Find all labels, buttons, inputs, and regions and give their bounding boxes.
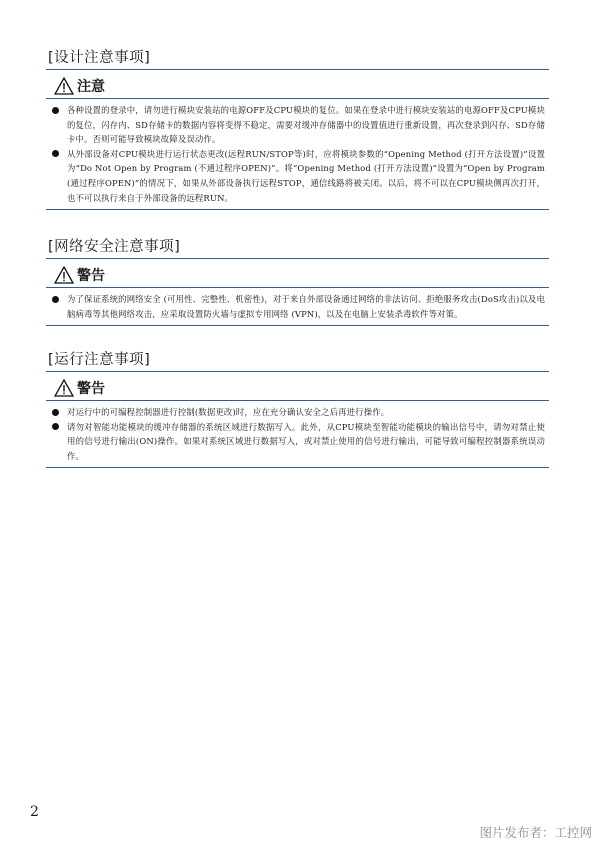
section-title: [运行注意事项] — [46, 349, 549, 372]
watermark: 图片发布者：工控网 — [479, 825, 592, 840]
item-text: 从外部设备对CPU模块进行运行状态更改(远程RUN/STOP等)时，应将模块参数的“Opening Method (打开方法设置)”设置为“Do Not Open by Program (不通过程序OPEN)”。将“Opening Method (打开方法设置)”设置为“Open by Program (通过程序OPEN)”的情况下，如果从外部设备执行远程STOP，通信线路将被关闭。以后，将不可以在CPU模块侧再次打开，也不可以执行来自于外部设备的远程RUN。 — [67, 148, 545, 203]
section-title: [网络安全注意事项] — [46, 236, 549, 259]
bullet-dot — [52, 409, 59, 416]
warning-triangle-icon — [54, 77, 74, 95]
section-network-security — [46, 236, 549, 326]
caution-label: 注意 — [77, 79, 105, 95]
warning-label: 警告 — [77, 381, 105, 397]
list-item — [52, 405, 545, 420]
section-design-precautions — [46, 47, 549, 210]
list-item — [52, 292, 545, 321]
bullet-dot — [52, 296, 59, 303]
item-text: 各种设置的登录中，请勿进行模块安装站的电源OFF及CPU模块的复位。如果在登录中进行模块安装站的电源OFF及CPU模块的复位，闪存内、SD存储卡的数据内容将变得不稳定，需要对缓冲存储器中的设置值进行重新设置，再次登录到闪存、SD存储卡中。否则可能导致模块故障及误动作。 — [67, 105, 545, 145]
warning-list — [46, 401, 549, 468]
warning-header — [46, 376, 549, 401]
bullet-dot — [52, 423, 59, 430]
warning-header — [46, 263, 549, 288]
warning-triangle-icon — [54, 266, 74, 284]
list-item — [52, 420, 545, 464]
section-operation-precautions — [46, 349, 549, 468]
warning-label: 警告 — [77, 268, 105, 284]
bullet-dot — [52, 107, 59, 114]
bullet-dot — [52, 150, 59, 157]
item-text: 对运行中的可编程控制器进行控制(数据更改)时，应在充分确认安全之后再进行操作。 — [67, 407, 390, 417]
item-text: 为了保证系统的网络安全 (可用性、完整性、机密性)，对于来自外部设备通过网络的非法访问、拒绝服务攻击(DoS攻击)以及电脑病毒等其他网络攻击，应采取设置防火墙与虚拟专用网络 (VPN)，以及在电脑上安装杀毒软件等对策。 — [67, 294, 545, 319]
caution-header — [46, 74, 549, 99]
list-item — [52, 147, 545, 205]
section-title: [设计注意事项] — [46, 47, 549, 70]
page-number: 2 — [30, 804, 39, 820]
warning-triangle-icon — [54, 379, 74, 397]
warning-list — [46, 288, 549, 326]
caution-list — [46, 99, 549, 210]
item-text: 请勿对智能功能模块的缓冲存储器的系统区域进行数据写入。此外，从CPU模块至智能功能模块的输出信号中，请勿对禁止使用的信号进行输出(ON)操作。如果对系统区域进行数据写入，或对禁止使用的信号进行输出，可能导致可编程控制器系统误动作。 — [67, 421, 545, 461]
list-item — [52, 103, 545, 147]
